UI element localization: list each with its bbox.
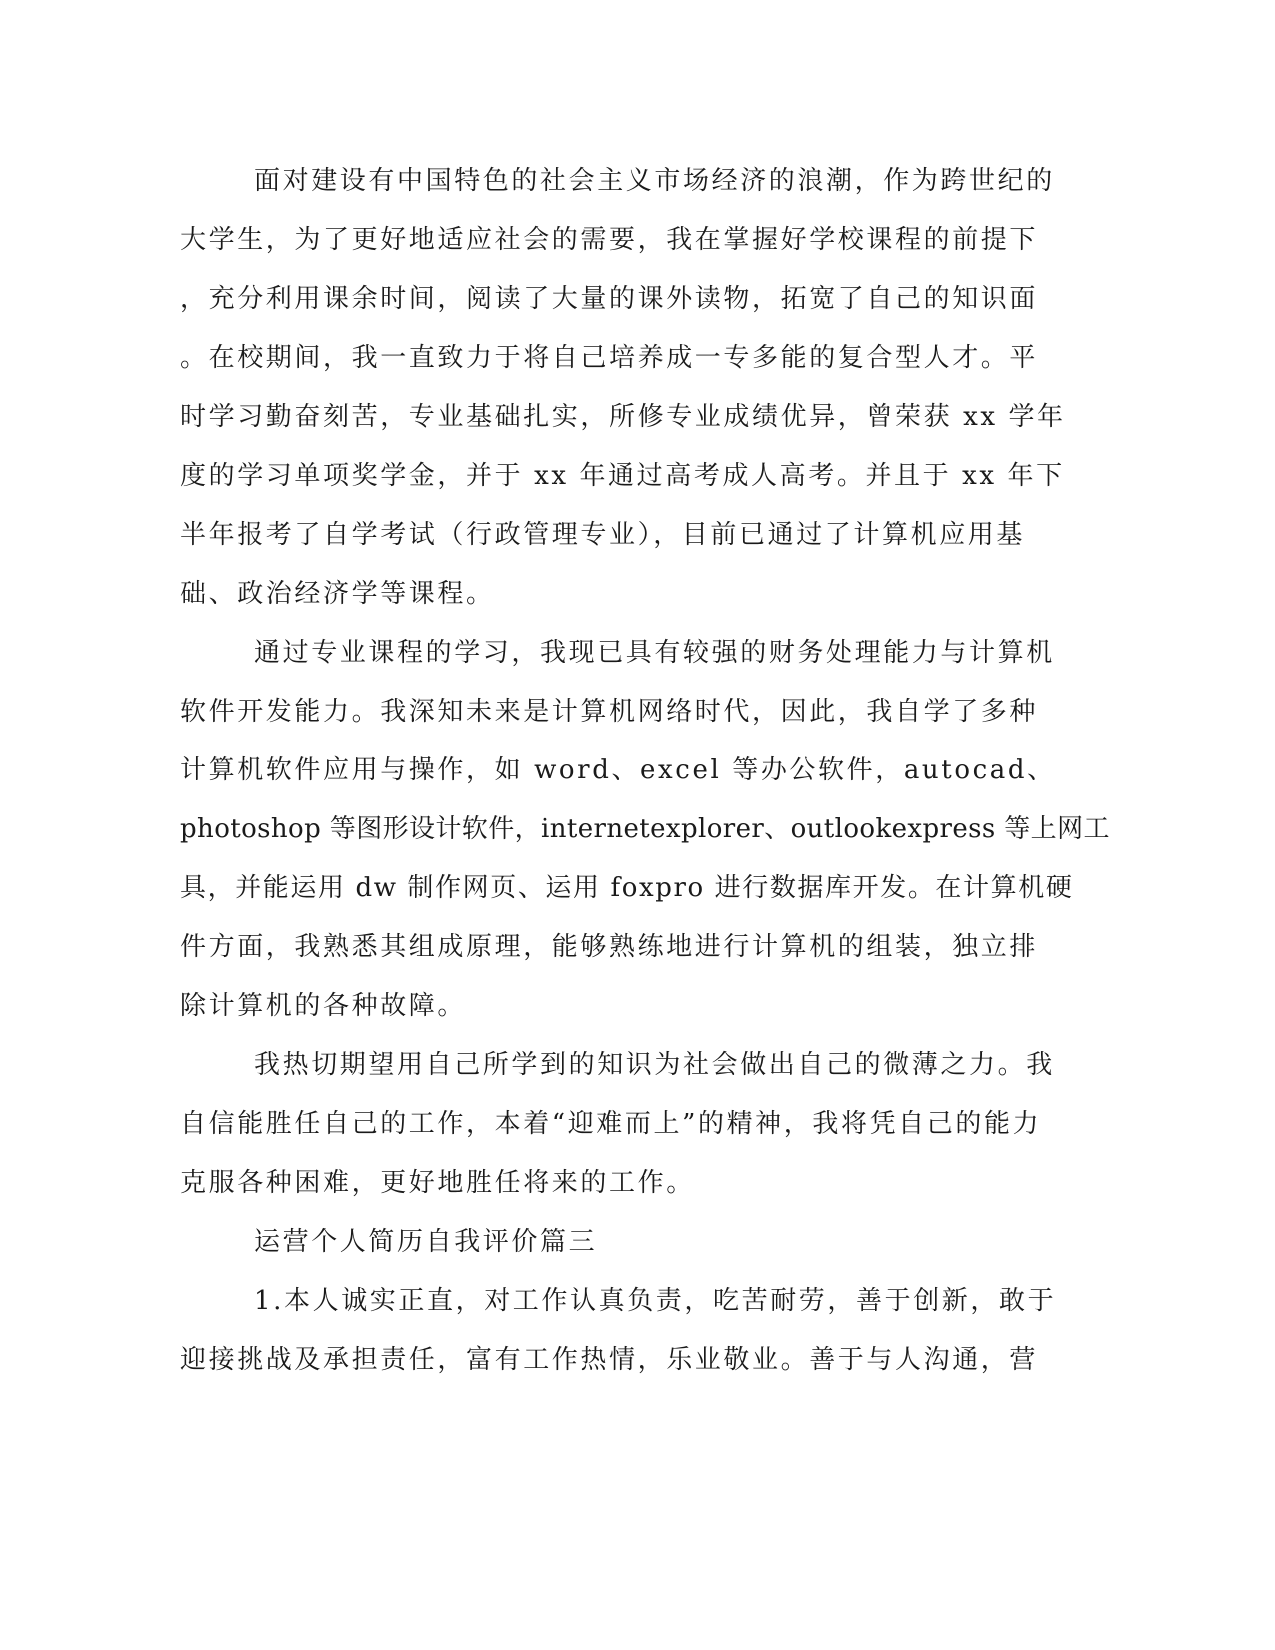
paragraph-2-line-1: 通过专业课程的学习，我现已具有较强的财务处理能力与计算机 bbox=[254, 638, 1055, 668]
paragraph-2-line-4: photoshop 等图形设计软件，internetexplorer、outlookexpress 等上网工 bbox=[180, 814, 1110, 844]
section-heading: 运营个人简历自我评价篇三 bbox=[254, 1227, 598, 1257]
paragraph-2-line-2: 软件开发能力。我深知未来是计算机网络时代，因此，我自学了多种 bbox=[180, 697, 1039, 727]
paragraph-3-line-2: 自信能胜任自己的工作，本着“迎难而上”的精神，我将凭自己的能力 bbox=[180, 1109, 1042, 1139]
paragraph-1-line-5: 时学习勤奋刻苦，专业基础扎实，所修专业成绩优异，曾荣获 xx 学年 bbox=[180, 402, 1066, 432]
paragraph-1-line-7: 半年报考了自学考试（行政管理专业），目前已通过了计算机应用基 bbox=[180, 520, 1026, 550]
paragraph-1-line-2: 大学生，为了更好地适应社会的需要，我在掌握好学校课程的前提下 bbox=[180, 225, 1039, 255]
paragraph-1-line-1: 面对建设有中国特色的社会主义市场经济的浪潮，作为跨世纪的 bbox=[254, 166, 1055, 196]
paragraph-1-line-6: 度的学习单项奖学金，并于 xx 年通过高考成人高考。并且于 xx 年下 bbox=[180, 461, 1065, 491]
paragraph-1-line-4: 。在校期间，我一直致力于将自己培养成一专多能的复合型人才。平 bbox=[180, 343, 1039, 373]
paragraph-3-line-1: 我热切期望用自己所学到的知识为社会做出自己的微薄之力。我 bbox=[254, 1050, 1055, 1080]
paragraph-4-line-2: 迎接挑战及承担责任，富有工作热情，乐业敬业。善于与人沟通，营 bbox=[180, 1345, 1039, 1375]
paragraph-4-line-1: 1.本人诚实正直，对工作认真负责，吃苦耐劳，善于创新，敢于 bbox=[254, 1286, 1057, 1316]
paragraph-2-line-3: 计算机软件应用与操作，如 word、excel 等办公软件，autocad、 bbox=[180, 755, 1056, 785]
paragraph-2-line-6: 件方面，我熟悉其组成原理，能够熟练地进行计算机的组装，独立排 bbox=[180, 932, 1039, 962]
paragraph-2-line-7: 除计算机的各种故障。 bbox=[180, 991, 467, 1021]
paragraph-2-line-5: 具，并能运用 dw 制作网页、运用 foxpro 进行数据库开发。在计算机硬 bbox=[180, 873, 1074, 903]
paragraph-1-line-8: 础、政治经济学等课程。 bbox=[180, 579, 495, 609]
paragraph-1-line-3: ，充分利用课余时间，阅读了大量的课外读物，拓宽了自己的知识面 bbox=[180, 284, 1039, 314]
paragraph-3-line-3: 克服各种困难，更好地胜任将来的工作。 bbox=[180, 1168, 695, 1198]
